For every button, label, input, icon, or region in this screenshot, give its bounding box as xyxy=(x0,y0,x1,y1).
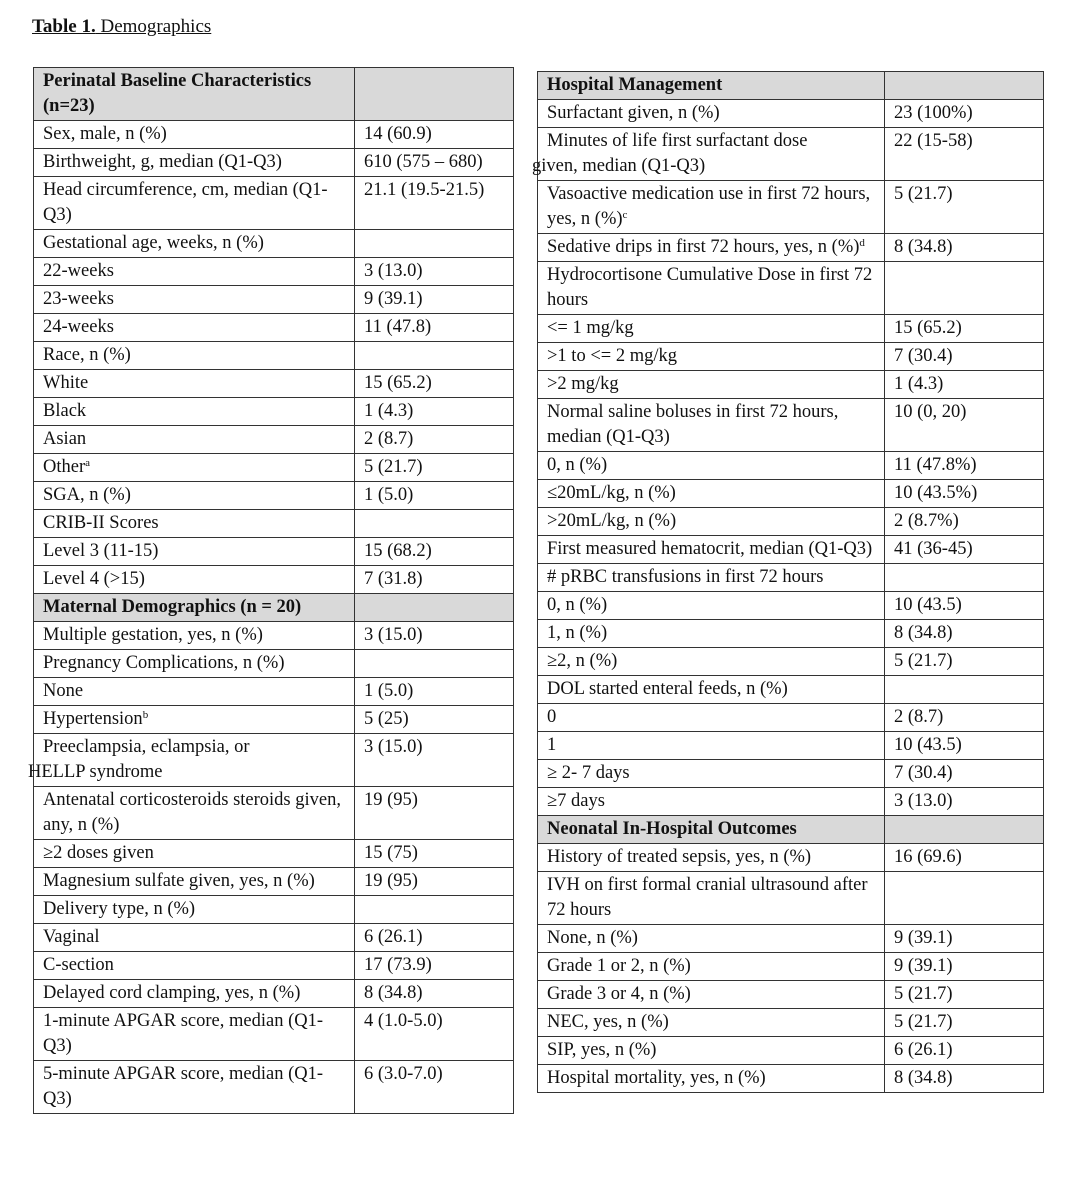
row-value: 2 (8.7%) xyxy=(885,508,1044,536)
row-label xyxy=(538,676,885,704)
section-title xyxy=(538,816,885,844)
table-row xyxy=(34,868,514,896)
row-label xyxy=(34,454,355,482)
row-value: 10 (0, 20) xyxy=(885,399,1044,452)
footnote-marker: b xyxy=(142,709,149,721)
row-label-text: History of treated sepsis, yes, n (%) xyxy=(547,847,812,867)
row-value: 15 (65.2) xyxy=(885,315,1044,343)
row-value xyxy=(355,68,514,121)
row-label-text: 0, n (%) xyxy=(547,455,608,475)
row-value: 10 (43.5) xyxy=(885,592,1044,620)
row-label xyxy=(538,732,885,760)
row-label-text: Surfactant given, n (%) xyxy=(547,103,720,123)
section-header-row xyxy=(538,816,1044,844)
table-row xyxy=(34,566,514,594)
table-row xyxy=(34,426,514,454)
row-label xyxy=(538,234,885,262)
row-label-text: Race, n (%) xyxy=(43,345,131,365)
table-row xyxy=(538,788,1044,816)
row-label xyxy=(532,128,885,181)
table-row xyxy=(538,704,1044,732)
row-value: 15 (65.2) xyxy=(355,370,514,398)
row-label xyxy=(538,480,885,508)
row-label xyxy=(538,620,885,648)
row-value: 6 (26.1) xyxy=(355,924,514,952)
table-row xyxy=(34,952,514,980)
row-value: 9 (39.1) xyxy=(885,925,1044,953)
table-row xyxy=(538,1065,1044,1093)
row-value: 19 (95) xyxy=(355,787,514,840)
row-value: 6 (26.1) xyxy=(885,1037,1044,1065)
row-label xyxy=(538,592,885,620)
row-label-text: Other xyxy=(43,457,86,477)
row-label-text: C-section xyxy=(43,955,114,975)
row-label xyxy=(34,622,355,650)
row-value: 1 (4.3) xyxy=(885,371,1044,399)
row-label-text: SIP, yes, n (%) xyxy=(547,1040,657,1060)
row-label xyxy=(34,149,355,177)
row-label xyxy=(538,262,885,315)
row-value: 11 (47.8) xyxy=(355,314,514,342)
row-label-text: <= 1 mg/kg xyxy=(547,318,634,338)
row-label-text: Magnesium sulfate given, yes, n (%) xyxy=(43,871,315,891)
row-value: 5 (25) xyxy=(355,706,514,734)
row-label xyxy=(34,482,355,510)
section-title xyxy=(34,68,355,121)
row-label xyxy=(28,734,355,787)
row-label-text: Delayed cord clamping, yes, n (%) xyxy=(43,983,301,1003)
row-label-text: 22-weeks xyxy=(43,261,114,281)
row-label-text: Hospital Management xyxy=(547,75,723,95)
row-value xyxy=(355,342,514,370)
table-row xyxy=(34,121,514,149)
row-value: 3 (13.0) xyxy=(355,258,514,286)
row-label-text: Preeclampsia, eclampsia, or xyxy=(43,737,250,757)
row-value: 4 (1.0-5.0) xyxy=(355,1008,514,1061)
caption-label: Table 1. xyxy=(32,16,96,37)
table-row xyxy=(538,844,1044,872)
row-value: 2 (8.7) xyxy=(355,426,514,454)
row-label xyxy=(34,952,355,980)
row-value: 5 (21.7) xyxy=(885,648,1044,676)
row-label xyxy=(34,258,355,286)
row-label-text: ≥2, n (%) xyxy=(547,651,618,671)
row-label-text: NEC, yes, n (%) xyxy=(547,1012,669,1032)
row-value: 610 (575 – 680) xyxy=(355,149,514,177)
row-label-text: 1, n (%) xyxy=(547,623,608,643)
footnote-marker: d xyxy=(859,237,865,249)
row-value: 14 (60.9) xyxy=(355,121,514,149)
row-label-text: Pregnancy Complications, n (%) xyxy=(43,653,285,673)
row-value xyxy=(885,72,1044,100)
row-label xyxy=(538,100,885,128)
table-row xyxy=(34,149,514,177)
table-row xyxy=(538,234,1044,262)
row-value: 6 (3.0-7.0) xyxy=(355,1061,514,1114)
table-row xyxy=(538,760,1044,788)
row-label-text: 24-weeks xyxy=(43,317,114,337)
table-row xyxy=(34,454,514,482)
table-row xyxy=(34,342,514,370)
row-label-text: Grade 1 or 2, n (%) xyxy=(547,956,691,976)
row-label xyxy=(34,650,355,678)
table-row xyxy=(34,230,514,258)
row-label-text: First measured hematocrit, median (Q1-Q3) xyxy=(547,539,873,559)
row-value xyxy=(355,510,514,538)
table-row xyxy=(538,128,1044,181)
row-value: 16 (69.6) xyxy=(885,844,1044,872)
row-label xyxy=(538,844,885,872)
table-row xyxy=(538,872,1044,925)
row-label xyxy=(538,181,885,234)
table-row xyxy=(34,924,514,952)
row-label xyxy=(538,1009,885,1037)
row-label-text: Maternal Demographics (n = 20) xyxy=(43,597,302,617)
table-row xyxy=(538,592,1044,620)
row-label xyxy=(34,678,355,706)
row-label-text: 1 xyxy=(547,735,557,755)
table-row xyxy=(538,100,1044,128)
table-row xyxy=(538,981,1044,1009)
footnote-marker: a xyxy=(85,457,91,469)
row-label-text: 1-minute APGAR score, median (Q1-Q3) xyxy=(43,1011,324,1056)
row-value: 1 (5.0) xyxy=(355,482,514,510)
row-label-text: Normal saline boluses in first 72 hours, median (Q1-Q3) xyxy=(547,402,839,447)
table-row xyxy=(538,564,1044,592)
section-title xyxy=(538,72,885,100)
row-label xyxy=(538,704,885,732)
row-label xyxy=(538,1065,885,1093)
row-label-text: Hospital mortality, yes, n (%) xyxy=(547,1068,766,1088)
row-value xyxy=(885,816,1044,844)
row-label-text: Asian xyxy=(43,429,87,449)
row-label xyxy=(34,342,355,370)
table-row xyxy=(538,732,1044,760)
section-header-row xyxy=(34,594,514,622)
row-label-text: Grade 3 or 4, n (%) xyxy=(547,984,691,1004)
row-label xyxy=(538,343,885,371)
row-label-text: Perinatal Baseline Characteristics (n=23) xyxy=(43,71,312,116)
row-label-text: Neonatal In-Hospital Outcomes xyxy=(547,819,797,839)
row-value: 8 (34.8) xyxy=(885,234,1044,262)
row-label-text: Sedative drips in first 72 hours, yes, n (%) xyxy=(547,237,860,257)
row-label-text: Hypertension xyxy=(43,709,143,729)
row-label xyxy=(34,787,355,840)
row-value xyxy=(885,564,1044,592)
row-label xyxy=(34,286,355,314)
table-row xyxy=(538,315,1044,343)
row-value: 15 (75) xyxy=(355,840,514,868)
row-value: 21.1 (19.5-21.5) xyxy=(355,177,514,230)
table-row xyxy=(34,258,514,286)
row-value: 1 (4.3) xyxy=(355,398,514,426)
row-value: 19 (95) xyxy=(355,868,514,896)
row-label xyxy=(538,760,885,788)
row-label-text: 5-minute APGAR score, median (Q1-Q3) xyxy=(43,1064,324,1109)
row-label xyxy=(34,230,355,258)
table-row xyxy=(538,262,1044,315)
row-label-text: 23-weeks xyxy=(43,289,114,309)
row-label xyxy=(538,564,885,592)
row-label xyxy=(34,538,355,566)
row-label-text: # pRBC transfusions in first 72 hours xyxy=(547,567,824,587)
row-label-text: Level 3 (11-15) xyxy=(43,541,159,561)
table-row xyxy=(538,536,1044,564)
row-label-text: >20mL/kg, n (%) xyxy=(547,511,677,531)
table-row xyxy=(34,1061,514,1114)
row-value xyxy=(355,896,514,924)
row-value: 5 (21.7) xyxy=(355,454,514,482)
table-row xyxy=(34,734,514,787)
table-row xyxy=(538,953,1044,981)
row-value: 1 (5.0) xyxy=(355,678,514,706)
row-label xyxy=(538,648,885,676)
table-row xyxy=(538,925,1044,953)
row-label xyxy=(34,370,355,398)
row-label-text: Gestational age, weeks, n (%) xyxy=(43,233,264,253)
table-caption xyxy=(32,16,211,38)
row-value: 8 (34.8) xyxy=(355,980,514,1008)
table-row xyxy=(538,1009,1044,1037)
row-label-text: ≥ 2- 7 days xyxy=(547,763,630,783)
row-value: 7 (31.8) xyxy=(355,566,514,594)
row-value: 17 (73.9) xyxy=(355,952,514,980)
table-row xyxy=(538,371,1044,399)
row-label-text: Delivery type, n (%) xyxy=(43,899,196,919)
row-label xyxy=(538,953,885,981)
table-row xyxy=(538,452,1044,480)
row-label xyxy=(34,706,355,734)
row-label-text: >2 mg/kg xyxy=(547,374,619,394)
row-label-text: 0 xyxy=(547,707,557,727)
row-label-text: Vasoactive medication use in first 72 hours, yes, n (%) xyxy=(547,184,871,229)
row-label-text: Level 4 (>15) xyxy=(43,569,145,589)
row-label xyxy=(538,536,885,564)
row-label xyxy=(538,315,885,343)
row-value xyxy=(885,262,1044,315)
row-label-text: >1 to <= 2 mg/kg xyxy=(547,346,677,366)
row-label-continuation: HELLP syndrome xyxy=(28,762,163,782)
row-label xyxy=(538,399,885,452)
row-label-text: Antenatal corticosteroids steroids given, any, n (%) xyxy=(43,790,341,835)
table-row xyxy=(34,840,514,868)
row-label-text: ≤20mL/kg, n (%) xyxy=(547,483,676,503)
row-label xyxy=(34,426,355,454)
row-value xyxy=(885,676,1044,704)
row-label xyxy=(34,840,355,868)
row-value xyxy=(355,650,514,678)
table-row xyxy=(34,787,514,840)
table-row xyxy=(34,398,514,426)
table-row xyxy=(34,980,514,1008)
row-value: 10 (43.5%) xyxy=(885,480,1044,508)
row-label xyxy=(34,980,355,1008)
table-row xyxy=(538,480,1044,508)
table-row xyxy=(34,370,514,398)
row-value: 7 (30.4) xyxy=(885,343,1044,371)
row-value: 5 (21.7) xyxy=(885,981,1044,1009)
row-label-text: Birthweight, g, median (Q1-Q3) xyxy=(43,152,282,172)
row-value: 8 (34.8) xyxy=(885,1065,1044,1093)
row-label-text: Multiple gestation, yes, n (%) xyxy=(43,625,263,645)
row-label xyxy=(538,452,885,480)
hospital-management-outcomes-table xyxy=(532,71,1044,1093)
row-value: 7 (30.4) xyxy=(885,760,1044,788)
row-label xyxy=(538,371,885,399)
row-label xyxy=(34,510,355,538)
table-row xyxy=(34,286,514,314)
row-label xyxy=(538,925,885,953)
row-label xyxy=(34,566,355,594)
table-row xyxy=(34,896,514,924)
row-label-text: Vaginal xyxy=(43,927,100,947)
row-value: 3 (15.0) xyxy=(355,734,514,787)
row-value xyxy=(355,230,514,258)
table-row xyxy=(538,399,1044,452)
row-value: 3 (13.0) xyxy=(885,788,1044,816)
row-value: 15 (68.2) xyxy=(355,538,514,566)
row-label-text: 0, n (%) xyxy=(547,595,608,615)
row-label-text: ≥7 days xyxy=(547,791,605,811)
row-label-text: Head circumference, cm, median (Q1-Q3) xyxy=(43,180,328,225)
row-label-text: Hydrocortisone Cumulative Dose in first 72 hours xyxy=(547,265,873,310)
row-value: 41 (36-45) xyxy=(885,536,1044,564)
row-label-text: Minutes of life first surfactant dose xyxy=(547,131,808,151)
row-label xyxy=(538,872,885,925)
row-value: 10 (43.5) xyxy=(885,732,1044,760)
table-row xyxy=(34,1008,514,1061)
perinatal-maternal-table xyxy=(28,67,514,1114)
section-header-row xyxy=(34,68,514,121)
row-label-text: White xyxy=(43,373,89,393)
row-label xyxy=(538,981,885,1009)
row-value: 5 (21.7) xyxy=(885,1009,1044,1037)
row-value: 23 (100%) xyxy=(885,100,1044,128)
row-label xyxy=(34,121,355,149)
row-value: 9 (39.1) xyxy=(355,286,514,314)
row-label-text: None, n (%) xyxy=(547,928,638,948)
row-label xyxy=(538,508,885,536)
table-row xyxy=(538,343,1044,371)
table-row xyxy=(34,706,514,734)
row-value: 2 (8.7) xyxy=(885,704,1044,732)
table-row xyxy=(538,676,1044,704)
table-row xyxy=(538,181,1044,234)
table-row xyxy=(34,177,514,230)
row-label xyxy=(538,1037,885,1065)
table-row xyxy=(34,510,514,538)
row-label xyxy=(34,896,355,924)
row-label-text: None xyxy=(43,681,84,701)
footnote-marker: c xyxy=(622,209,628,221)
row-value: 5 (21.7) xyxy=(885,181,1044,234)
row-label xyxy=(34,398,355,426)
row-label-text: Black xyxy=(43,401,87,421)
row-label-text: DOL started enteral feeds, n (%) xyxy=(547,679,788,699)
table-row xyxy=(538,1037,1044,1065)
row-label xyxy=(538,788,885,816)
table-row xyxy=(538,620,1044,648)
row-label-continuation: given, median (Q1-Q3) xyxy=(532,156,706,176)
section-header-row xyxy=(538,72,1044,100)
row-label-text: Sex, male, n (%) xyxy=(43,124,167,144)
table-row xyxy=(34,622,514,650)
row-label xyxy=(34,1008,355,1061)
row-label-text: CRIB-II Scores xyxy=(43,513,159,533)
section-title xyxy=(34,594,355,622)
row-label xyxy=(34,177,355,230)
table-row xyxy=(34,678,514,706)
table-row xyxy=(538,648,1044,676)
row-value: 22 (15-58) xyxy=(885,128,1044,181)
table-row xyxy=(538,508,1044,536)
row-value xyxy=(885,872,1044,925)
row-label xyxy=(34,314,355,342)
row-label-text: ≥2 doses given xyxy=(43,843,154,863)
caption-text: Demographics xyxy=(95,16,212,37)
row-value: 3 (15.0) xyxy=(355,622,514,650)
row-value: 11 (47.8%) xyxy=(885,452,1044,480)
table-row xyxy=(34,482,514,510)
table-row xyxy=(34,650,514,678)
row-value: 9 (39.1) xyxy=(885,953,1044,981)
row-label xyxy=(34,868,355,896)
row-label xyxy=(34,1061,355,1114)
table-row xyxy=(34,314,514,342)
row-label-text: IVH on first formal cranial ultrasound after 72 hours xyxy=(547,875,868,920)
table-row xyxy=(34,538,514,566)
row-label-text: SGA, n (%) xyxy=(43,485,131,505)
row-value: 8 (34.8) xyxy=(885,620,1044,648)
row-label xyxy=(34,924,355,952)
row-value xyxy=(355,594,514,622)
